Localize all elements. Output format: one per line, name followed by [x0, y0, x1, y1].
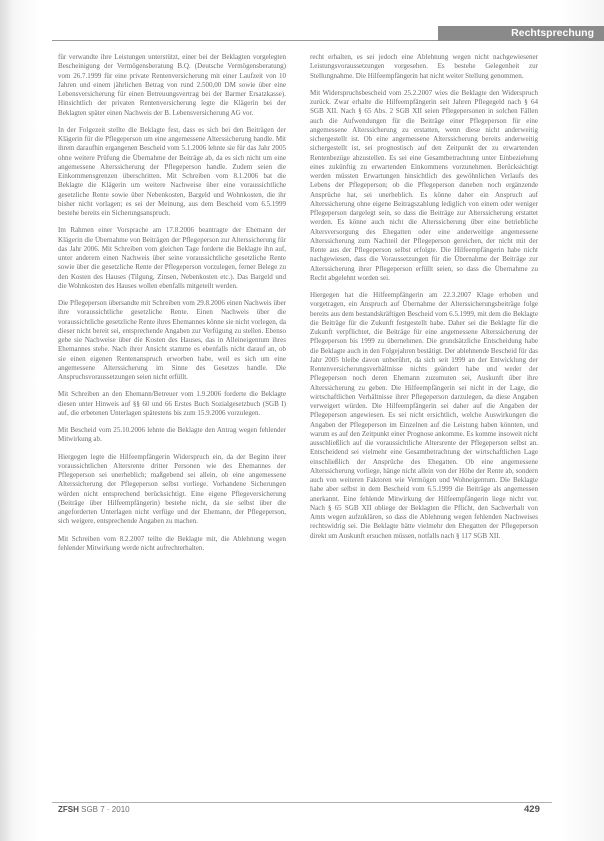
section-header-tab: [438, 26, 604, 41]
paragraph: Hiergegen hat die Hilfeempfängerin am 22.3.2007 Klage erhoben und vorgetragen, ein Anspruch auf Übernahme der Alterssicherungsbeiträge folge bereits aus dem bestandskräftigen Bescheid vom 6.5.1999, mit dem die Beklagte die Beiträge für die Zukunft festgestellt habe. Daher sei die Beklagte für die Zukunft verpflichtet, die Beiträge für eine angemessene Alterssicherung der Pflegeperson bis 1999 zu übernehmen. Die grundsätzliche Entscheidung habe die Beklagte auch in den Folgejahren bestätigt. Der ablehnende Bescheid für das Jahr 2005 bleibe davon unberührt, da sich seit 1999 an der Entwicklung der Rentenversicherungsverhältnisse nichts geändert habe und weder der Pflegeperson noch deren Ehemann zuzumuten sei, Auskunft über ihre Alterssicherung zu geben. Die Hilfeempfängerin sei nicht in der Lage, die wirtschaftlichen Verhältnisse ihrer Pflegeperson darzulegen, da diese Angaben verweigert würden. Die Hilfeempfängerin sei daher auf die Angaben der Pflegeperson angewiesen. Es sei nicht ersichtlich, welche Auswirkungen die Angaben der Pflegeperson im Einzelnen auf die Leistung haben könnten, und warum es auf den Zeitpunkt einer Prognose ankomme. Es komme insoweit nicht ausschließlich auf die voraussichtliche Altersrente der Pflegeperson selbst an. Entscheidend sei vielmehr eine Gesamtbetrachtung der wirtschaftlichen Lage einschließlich der Ansprüche des Ehegatten. Ob eine angemessene Alterssicherung vorliege, hänge nicht allein von der Höhe der Rente ab, sondern auch von weiteren Faktoren wie Vermögen und Wohneigentum. Die Beklagte habe aber selbst in dem Bescheid vom 6.5.1999 die Beiträge als angemessen anerkannt. Eine fehlende Mitwirkung der Hilfeempfängerin liege nicht vor. Nach § 65 SGB XII obliege der Beklagten die Pflicht, den Sachverhalt von Amts wegen aufzuklären, so dass die Ablehnung wegen fehlenden Nachweises rechtswidrig sei. Die Beklagte hätte vielmehr den Ehegatten der Pflegeperson direkt um Auskunft ersuchen müssen, notfalls nach § 117 SGB XII.: [310, 291, 538, 540]
paragraph: für verwandte ihre Leistungen unterstützt, einer bei der Beklagten vorgelegten Bescheinigung der Vermögensberatung B.Q. (Deutsche Vermögensberatung) vom 26.7.1999 für eine private Rentenversicherung mit einer Laufzeit von 10 Jahren und einem jährlichen Betrag von rund 2.500,00 DM sowie über eine Lebensversicherung für einen Betreuungsvertrag bei der Barmer Ersatzkasse). Hinsichtlich der privaten Rentenversicherung legte die Klägerin bei der Beklagten später einen Nachweis der B. Lebensversicherung AG vor.: [58, 53, 286, 117]
paragraph: Mit Widerspruchsbescheid vom 25.2.2007 wies die Beklagte den Widerspruch zurück. Zwar erhalte die Hilfeempfängerin seit Jahren Pflegegeld nach § 64 SGB XII. Nach § 65 Abs. 2 SGB XII seien Pflegepersonen in solchen Fällen auch die Aufwendungen für die Beiträge einer Pflegeperson für eine angemessene Alterssicherung zu erstatten, wenn diese nicht anderweitig sichergestellt ist. Ob eine angemessene Alterssicherung bereits anderweitig sichergestellt ist, sei prognostisch auf den Zeitpunkt der zu erwartenden Rentenbezüge abzustellen. Es sei eine Gesamtbetrachtung unter Einbeziehung eines zukünftig zu erwartenden Einkommens vorzunehmen. Berücksichtigt werden müssten Erwartungen hinsichtlich des gewöhnlichen Verlaufs des Lebens der Pflegeperson; ob die Pflegeperson daneben noch ergänzende Ansprüche hat, sei unerheblich. Es könne daher ein Anspruch auf Alterssicherung ohne eigene Beitragszahlung lediglich von einem oder weniger Pflegeperson dargelegt sein, so dass die Beiträge zur Alterssicherung erstattet werden. Es könne auch nicht die Alterssicherung über eine betriebliche Altersversorgung des Ehegatten oder eine anderweitige angemessene Alterssicherung zum Nachteil der Pflegeperson gereichen, der nicht mit der Rente aus der Pflegeperson selbst erfolgte. Die Hilfeempfängerin habe nicht nachgewiesen, dass die Voraussetzungen für die Übernahme der Beiträge zur Alterssicherung ihrer Pflegeperson erfüllt seien, so dass die Übernahme zu Recht abgelehnt worden sei.: [310, 88, 538, 282]
journal-issue: SGB 7 · 2010: [78, 805, 130, 814]
footer-rule: [52, 802, 552, 803]
paragraph: Im Rahmen einer Vorsprache am 17.8.2006 beantragte der Ehemann der Klägerin die Übernahme von Beiträgen der Pflegeperson zur Alterssicherung für das Jahr 2006. Mit Schreiben vom gleichen Tage forderte die Beklagte ihn auf, unter anderem einen Nachweis über seine voraussichtliche gesetzliche Rente sowie über die gesetzliche Rente der Pflegeperson vorzulegen, ferner Belege zu den Kosten des Hauses (Tilgung, Zinsen, Nebenkosten etc.). Das Bargeld und die Wohnkosten des Hauses wollen ebenfalls mitgeteilt werden.: [58, 226, 286, 290]
page-number: 429: [524, 804, 540, 815]
journal-name: ZFSH: [58, 805, 79, 814]
paragraph: recht erhalten, es sei jedoch eine Ablehnung wegen nicht nachgewiesener Leistungsvoraussetzungen vorgesehen. Es bestehe Gelegenheit zur Stellungnahme. Die Hilfeempfängerin hat nicht weiter Stellung genommen.: [310, 53, 538, 80]
paragraph: Die Pflegeperson übersandte mit Schreiben vom 29.8.2006 einen Nachweis über ihre voraussichtliche gesetzliche Rente. Einen Nachweis über die voraussichtliche gesetzliche Rente ihres Ehemannes könne sie nicht vorlegen, da dieser nicht bereit sei, entsprechende Angaben zur Verfügung zu stellen. Ebenso gebe sie Nachweise über die Kosten des Hauses, das in Alleineigentum ihres Ehemannes stehe. Nach ihrer Ansicht stamme es ebenfalls nicht darauf an, ob sie einen eigenen Rentenanspruch erworben habe, weil es sich um eine angemessene Alterssicherung im Sinne des Gesetzes handle. Die Anspruchsvoraussetzungen seien nicht erfüllt.: [58, 299, 286, 381]
paragraph: Mit Schreiben an den Ehemann/Betreuer vom 1.9.2006 forderte die Beklagte diesen unter Hinweis auf §§ 60 und 66 Erstes Buch Sozialgesetzbuch (SGB I) auf, die erbetenen Unterlagen spätestens bis zum 15.9.2006 vorzulegen.: [58, 390, 286, 417]
paragraph: Mit Bescheid vom 25.10.2006 lehnte die Beklagte den Antrag wegen fehlender Mitwirkung ab.: [58, 426, 286, 444]
journal-citation: [58, 805, 130, 814]
section-title: Rechtsprechung: [511, 27, 594, 39]
paragraph: Mit Schreiben vom 8.2.2007 teilte die Beklagte mit, die Ablehnung wegen fehlender Mitwirkung werde nicht aufrechterhalten.: [58, 534, 286, 552]
paragraph: Hiergegen legte die Hilfeempfängerin Widerspruch ein, da der Beginn ihrer voraussichtlichen Altersrente dritter Personen wie des Ehemannes der Pflegeperson sei unerheblich; maßgebend sei allein, ob eine angemessene Alterssicherung der Pflegeperson selbst vorliege. Vorhandene Sicherungen würden nicht entsprechend berücksichtigt. Eine eigene Pflegeversicherung (Beiträge über Hilfeempfängerin) bestehe nicht, da sie selbst über die angeforderten Unterlagen nicht verfüge und der Ehemann, der Pflegeperson, sich weigere, entsprechende Angaben zu machen.: [58, 452, 286, 526]
left-column: [58, 53, 286, 561]
right-column: [310, 53, 538, 549]
paragraph: In der Folgezeit stellte die Beklagte fest, dass es sich bei den Beiträgen der Klägerin für die Pflegeperson um eine angemessene Alterssicherung handle. Mit ihrem daraufhin ergangenen Bescheid vom 5.1.2006 lehnte sie für das Jahr 2005 ohne weitere Prüfung die Übernahme der Beiträge ab, da es sich nicht um eine angemessene Alterssicherung der Pflegeperson handle. Zudem seien die Einkommensgrenzen überschritten. Mit Schreiben vom 8.1.2006 bat die Beklagte die Klägerin um weitere Nachweise über eine voraussichtliche gesetzliche Rente sowie über Nebenkosten, Bargeld und Wohnkosten, die ihr bisher nicht vorlagen; es sei der Meinung, aus dem Bescheid vom 6.5.1999 bestehe bereits ein Sicherungsanspruch.: [58, 125, 286, 217]
